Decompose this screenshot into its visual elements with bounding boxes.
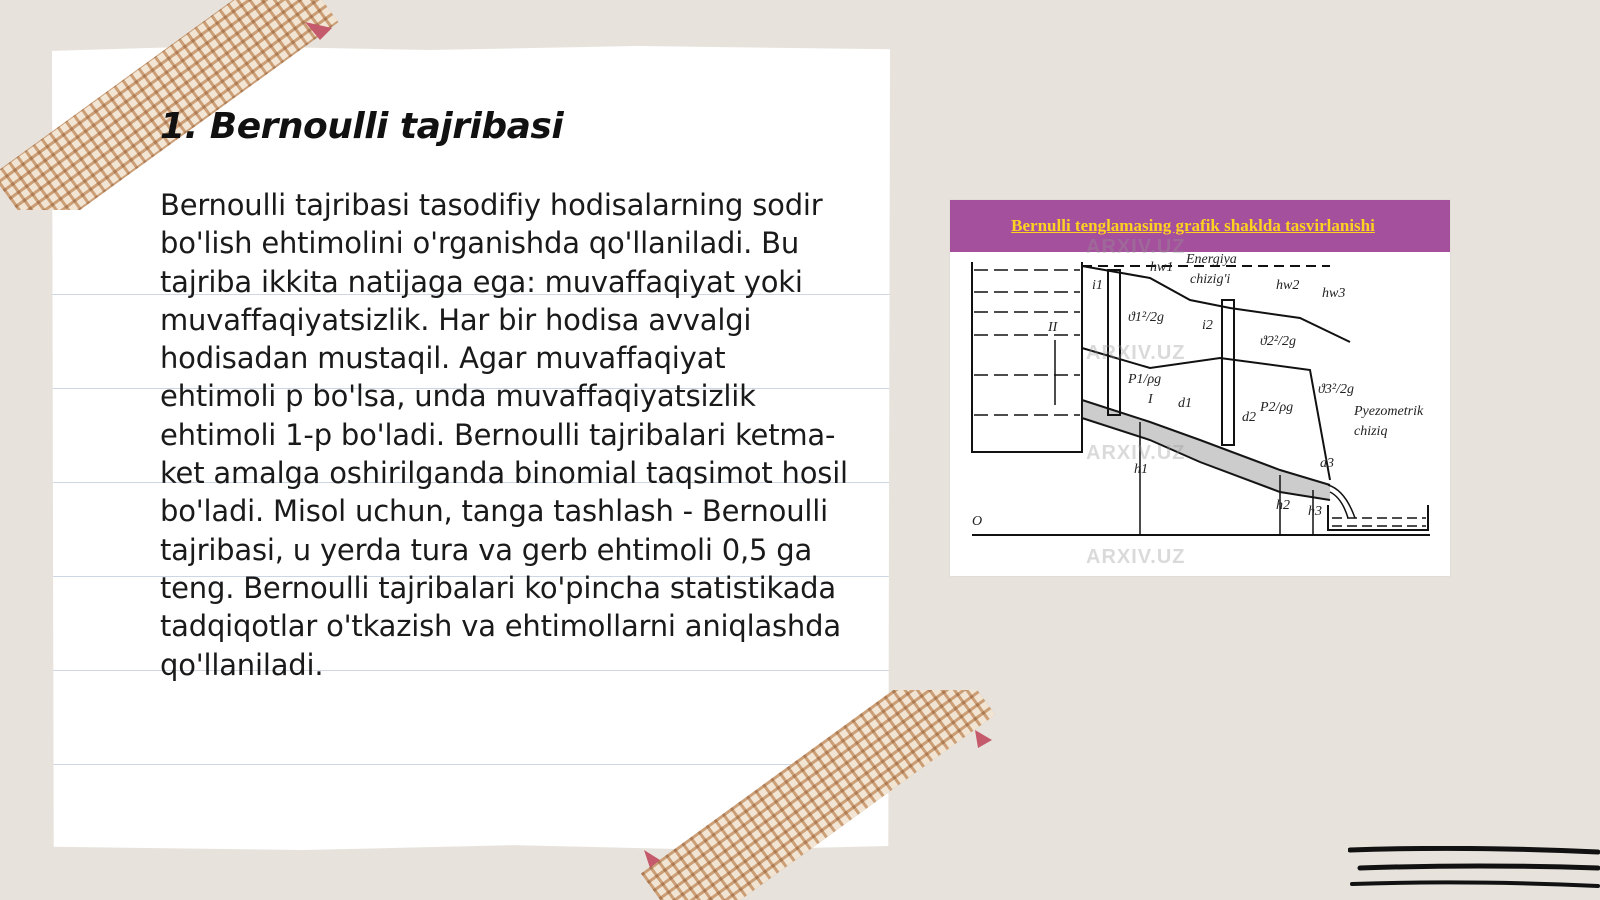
section-2-label: II xyxy=(1048,320,1058,335)
watermark: ARXIV.UZ xyxy=(1086,546,1186,568)
piezometric-label: Pyezometrik xyxy=(1354,404,1424,419)
watermark: ARXIV.UZ xyxy=(1086,442,1186,464)
d2-label: d2 xyxy=(1242,410,1256,425)
energy-line-label: Energiya xyxy=(1186,252,1237,267)
decorative-strokes xyxy=(1348,846,1600,900)
v3-label: ϑ3²/2g xyxy=(1318,382,1354,397)
figure-title: Bernulli tenglamasing grafik shaklda tasvirlanishi xyxy=(1011,216,1375,235)
i1-label: i1 xyxy=(1092,278,1103,293)
p2-label: P2/ρg xyxy=(1260,400,1294,415)
v2-label: ϑ2²/2g xyxy=(1260,334,1296,349)
energy-line-label-2: chizig'i xyxy=(1190,272,1231,287)
watermark: ARXIV.UZ xyxy=(1086,342,1186,364)
piezometric-label-2: chiziq xyxy=(1354,424,1388,439)
p1-label: P1/ρg xyxy=(1128,372,1162,387)
v1-label: ϑ1²/2g xyxy=(1128,310,1164,325)
watermark: ARXIV.UZ xyxy=(1086,236,1186,258)
tape-bottom xyxy=(640,690,1000,900)
h1-label: h1 xyxy=(1134,462,1148,477)
h3-label: h3 xyxy=(1308,504,1322,519)
origin-label: O xyxy=(972,514,983,529)
page-title: 1. Bernoulli tajribasi xyxy=(160,106,564,147)
d3-label: d3 xyxy=(1320,456,1334,471)
d1-label: d1 xyxy=(1178,396,1192,411)
tape-top-left xyxy=(0,0,340,210)
hw1-label: hw1 xyxy=(1150,260,1174,275)
i2-label: i2 xyxy=(1202,318,1213,333)
hw2-label: hw2 xyxy=(1276,278,1300,293)
bernoulli-figure xyxy=(950,200,1450,576)
hw3-label: hw3 xyxy=(1322,286,1346,301)
h2-label: h2 xyxy=(1276,498,1290,513)
body-paragraph: Bernoulli tajribasi tasodifiy hodisalarning sodir bo'lish ehtimolini o'rganishda qo'llaniladi. Bu tajriba ikkita natijaga ega: muvaffaqiyat yoki muvaffaqiyatsizlik. Har bir hodisa avvalgi hodisadan mustaqil. Agar muvaffaqiyat ehtimoli p bo'lsa, unda muvaffaqiyatsizlik ehtimoli 1-p bo'ladi. Bernoulli tajribalari ketma-ket amalga oshirilganda binomial taqsimot hosil bo'ladi. Misol uchun, tanga tashlash - Bernoulli tajribasi, u yerda tura va gerb ehtimoli 0,5 ga teng. Bernoulli tajribalari ko'pincha statistikada tadqiqotlar o'tkazish va ehtimollarni aniqlashda qo'llaniladi. xyxy=(160,188,848,682)
section-1-label: I xyxy=(1148,392,1153,407)
